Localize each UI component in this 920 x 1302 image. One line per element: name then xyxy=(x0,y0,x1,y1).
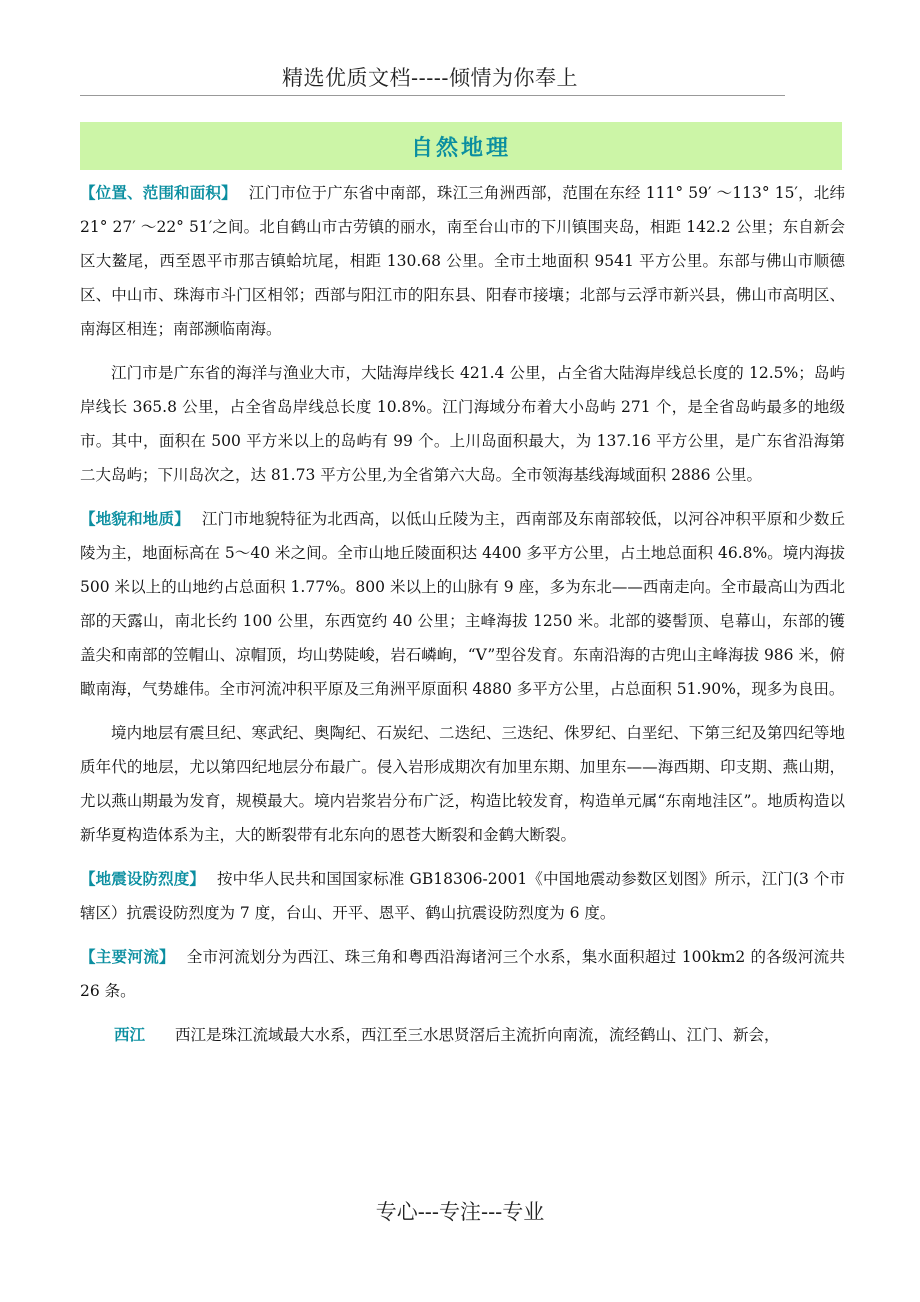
rivers-tag: 【主要河流】 xyxy=(80,948,175,966)
section-banner xyxy=(80,122,842,170)
coastline-paragraph: 江门市是广东省的海洋与渔业大市，大陆海岸线长 421.4 公里，占全省大陆海岸线总长度的 12.5%；岛屿岸线长 365.8 公里，占全省岛岸线总长度 10.8%。江门海域分布着大小岛屿 271 个，是全省岛屿最多的地级市。其中，面积在 500 平方米以上的岛屿有 99 个。上川岛面积最大，为 137.16 平方公里，是广东省沿海第二大岛屿；下川岛次之，达 81.73 平方公里,为全省第六大岛。全市领海基线海域面积 2886 公里。 xyxy=(80,364,845,484)
xijiang-tag: 西江 xyxy=(114,1026,146,1044)
document-body xyxy=(80,176,845,1062)
location-tag: 【位置、范围和面积】 xyxy=(80,184,237,202)
landform-paragraph xyxy=(80,502,845,706)
landform-tag: 【地貌和地质】 xyxy=(80,510,190,528)
landform-text: 江门市地貌特征为北西高，以低山丘陵为主，西南部及东南部较低，以河谷冲积平原和少数丘陵为主，地面标高在 5～40 米之间。全市山地丘陵面积达 4400 多平方公里，占土地总面积 46.8%。境内海拔 500 米以上的山地约占总面积 1.77%。800 米以上的山脉有 9 座，多为东北——西南走向。全市最高山为西北部的天露山，南北长约 100 公里，东西宽约 40 公里；主峰海拔 1250 米。北部的婆髻顶、皂幕山，东部的镬盖尖和南部的笠帽山、凉帽顶，均山势陡峻，岩石嶙峋，“V”型谷发育。东南沿海的古兜山主峰海拔 986 米，俯瞰南海，气势雄伟。全市河流冲积平原及三角洲平原面积 4880 多平方公里，占总面积 51.90%，现多为良田。 xyxy=(80,510,845,698)
seismic-text: 按中华人民共和国国家标准 GB18306-2001《中国地震动参数区划图》所示，江门(3 个市辖区）抗震设防烈度为 7 度，台山、开平、恩平、鹤山抗震设防烈度为 6 度。 xyxy=(80,870,845,922)
location-text: 江门市位于广东省中南部，珠江三角洲西部，范围在东经 111° 59′ ～113° 15′，北纬 21° 27′ ～22° 51′之间。北自鹤山市古劳镇的丽水，南至台山市的下川镇围夹岛，相距 142.2 公里；东自新会区大鳌尾，西至恩平市那吉镇蛤坑尾，相距 130.68 公里。全市土地面积 9541 平方公里。东部与佛山市顺德区、中山市、珠海市斗门区相邻；西部与阳江市的阳东县、阳春市接壤；北部与云浮市新兴县，佛山市高明区、南海区相连；南部濒临南海。 xyxy=(80,184,845,338)
section-title: 自然地理 xyxy=(410,135,511,161)
location-paragraph xyxy=(80,176,845,346)
geology-paragraph: 境内地层有震旦纪、寒武纪、奥陶纪、石炭纪、二迭纪、三迭纪、侏罗纪、白垩纪、下第三纪及第四纪等地质年代的地层，尤以第四纪地层分布最广。侵入岩形成期次有加里东期、加里东——海西期、印支期、燕山期，尤以燕山期最为发育，规模最大。境内岩浆岩分布广泛，构造比较发育，构造单元属“东南地洼区”。地质构造以新华夏构造体系为主，大的断裂带有北东向的恩苍大断裂和金鹤大断裂。 xyxy=(80,724,845,844)
page-footer: 专心---专注---专业 xyxy=(375,1200,545,1224)
seismic-tag: 【地震设防烈度】 xyxy=(80,870,205,888)
xijiang-paragraph xyxy=(80,1018,845,1052)
xijiang-text: 西江是珠江流域最大水系，西江至三水思贤滘后主流折向南流，流经鹤山、江门、新会， xyxy=(175,1026,780,1044)
seismic-paragraph xyxy=(80,862,845,930)
page-header: 精选优质文档-----倾情为你奉上 xyxy=(282,66,578,90)
rivers-paragraph xyxy=(80,940,845,1008)
header-divider xyxy=(80,95,785,96)
rivers-text: 全市河流划分为西江、珠三角和粤西沿海诸河三个水系，集水面积超过 100km2 的各级河流共 26 条。 xyxy=(80,948,845,1000)
